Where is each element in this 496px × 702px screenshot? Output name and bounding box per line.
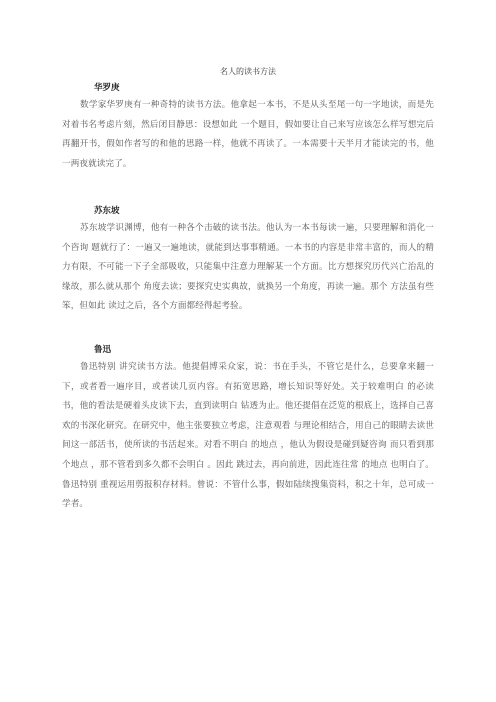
page-title: 名人的读书方法 (220, 67, 276, 76)
section-paragraph: 数学家华罗庚有一种奇特的读书方法。他拿起一本书，不是从头至尾一句一字地读，而是先对着书名考虑片刻，然后闭目静思：设想如此 一个题目，假如要让自己来写应该怎么样写想完后再翻开书，假如作者写的和他的思路一样，他就不再读了。一本需要十天半月才能读完的书，他一两夜就读完了。 (62, 100, 434, 169)
section-heading: 鲁迅 (94, 345, 112, 355)
section-heading: 华罗庚 (94, 83, 120, 93)
section-hua-luogeng (62, 82, 434, 174)
section-su-dongpo (62, 205, 434, 317)
section-paragraph: 鲁迅特别 讲究读书方法。他提倡博采众家，说：书在手头，不管它是什么，总要拿来翻一下，或者看一遍序目，或者读几页内容。有拓宽思路，增长知识等好处。关于较难明白 的必读书，他的看法是硬着头皮读下去，直到读明白 钻透为止。他还提倡在泛览的根底上，选择自己喜欢的书深化研究。在研究中，他主张要独立考虑，注意观看 与理论相结合，用自己的眼睛去读世间这一部活书，使所读的书活起来。对看不明白 的地点 ，他认为假设是碰到疑咨询 而只看到那个地点 ，那不管看到多久都不会明白 。因此 跳过去，再向前进，因此连往常 的地点 也明白了。鲁迅特别 重视运用剪报积存材料。曾说：不管什么事，假如陆续搜集资料，积之十年，总可成一学者。 (62, 362, 434, 510)
section-lu-xun (62, 344, 434, 515)
section-paragraph: 苏东坡学识渊博，他有一种各个击破的读书法。他认为一本书每读一遍，只要理解和消化一个咨询 题就行了：一遍又一遍地读，就能到达事事精通。一本书的内容是非常丰富的，而人的精力有限，不可能一下子全部吸收，只能集中注意力理解某一个方面。比方想探究历代兴亡治乱的缘故，那么就从那个 角度去读；要探究史实典故，就换另一个角度，再读一遍。那个 方法虽有些笨，但如此 读过之后，各个方面都经得起考验。 (62, 223, 434, 312)
section-heading: 苏东坡 (94, 206, 120, 216)
